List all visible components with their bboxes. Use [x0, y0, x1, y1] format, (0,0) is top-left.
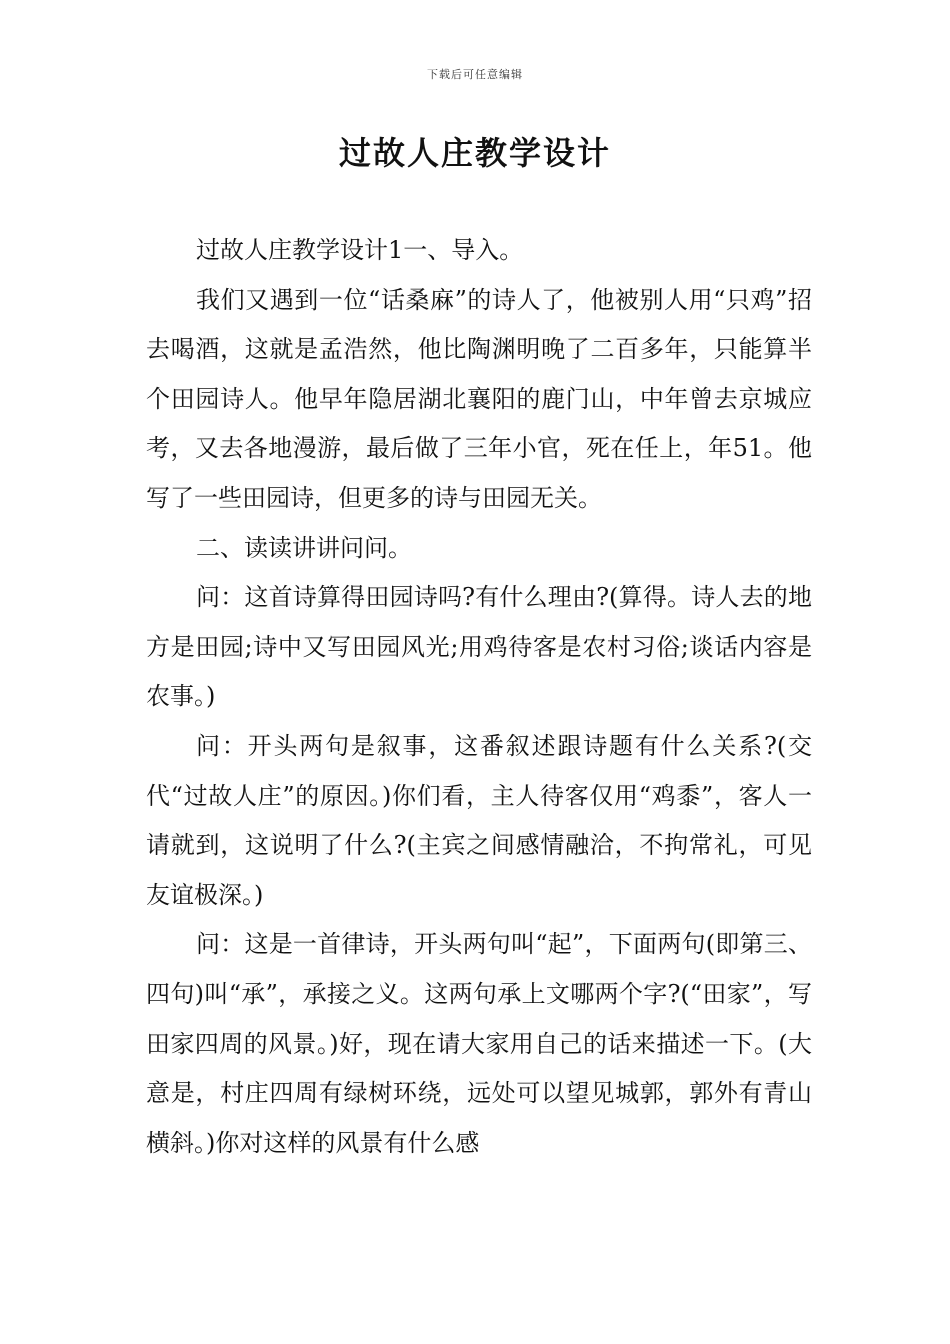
document-body — [146, 226, 812, 1168]
paragraph-poet-background: 我们又遇到一位“话桑麻”的诗人了，他被别人用“只鸡”招去喝酒，这就是孟浩然，他比陶渊明晚了二百多年，只能算半个田园诗人。他早年隐居湖北襄阳的鹿门山，中年曾去京城应考，又去各地漫游，最后做了三年小官，死在任上，年51。他写了一些田园诗，但更多的诗与田园无关。 — [146, 285, 812, 512]
paragraph-section-two-heading: 二、读读讲讲问问。 — [196, 533, 412, 562]
paragraph-question-two: 问：开头两句是叙事，这番叙述跟诗题有什么关系?(交代“过故人庄”的原因。)你们看，主人待客仅用“鸡黍”，客人一请就到，这说明了什么?(主宾之间感情融洽，不拘常礼，可见友谊极深。) — [146, 731, 812, 909]
paragraph-question-three: 问：这是一首律诗，开头两句叫“起”，下面两句(即第三、四句)叫“承”，承接之义。这两句承上文哪两个字?(“田家”，写田家四周的风景。)好，现在请大家用自己的话来描述一下。(大意是，村庄四周有绿树环绕，远处可以望见城郭，郭外有青山横斜。)你对这样的风景有什么感 — [146, 930, 812, 1157]
paragraph-intro: 过故人庄教学设计1一、导入。 — [196, 236, 524, 264]
paragraph-question-one: 问：这首诗算得田园诗吗?有什么理由?(算得。诗人去的地方是田园;诗中又写田园风光;用鸡待客是农村习俗;谈话内容是农事。) — [146, 583, 812, 711]
header-note: 下载后可任意编辑 — [427, 68, 523, 81]
document-title: 过故人庄教学设计 — [338, 134, 611, 172]
